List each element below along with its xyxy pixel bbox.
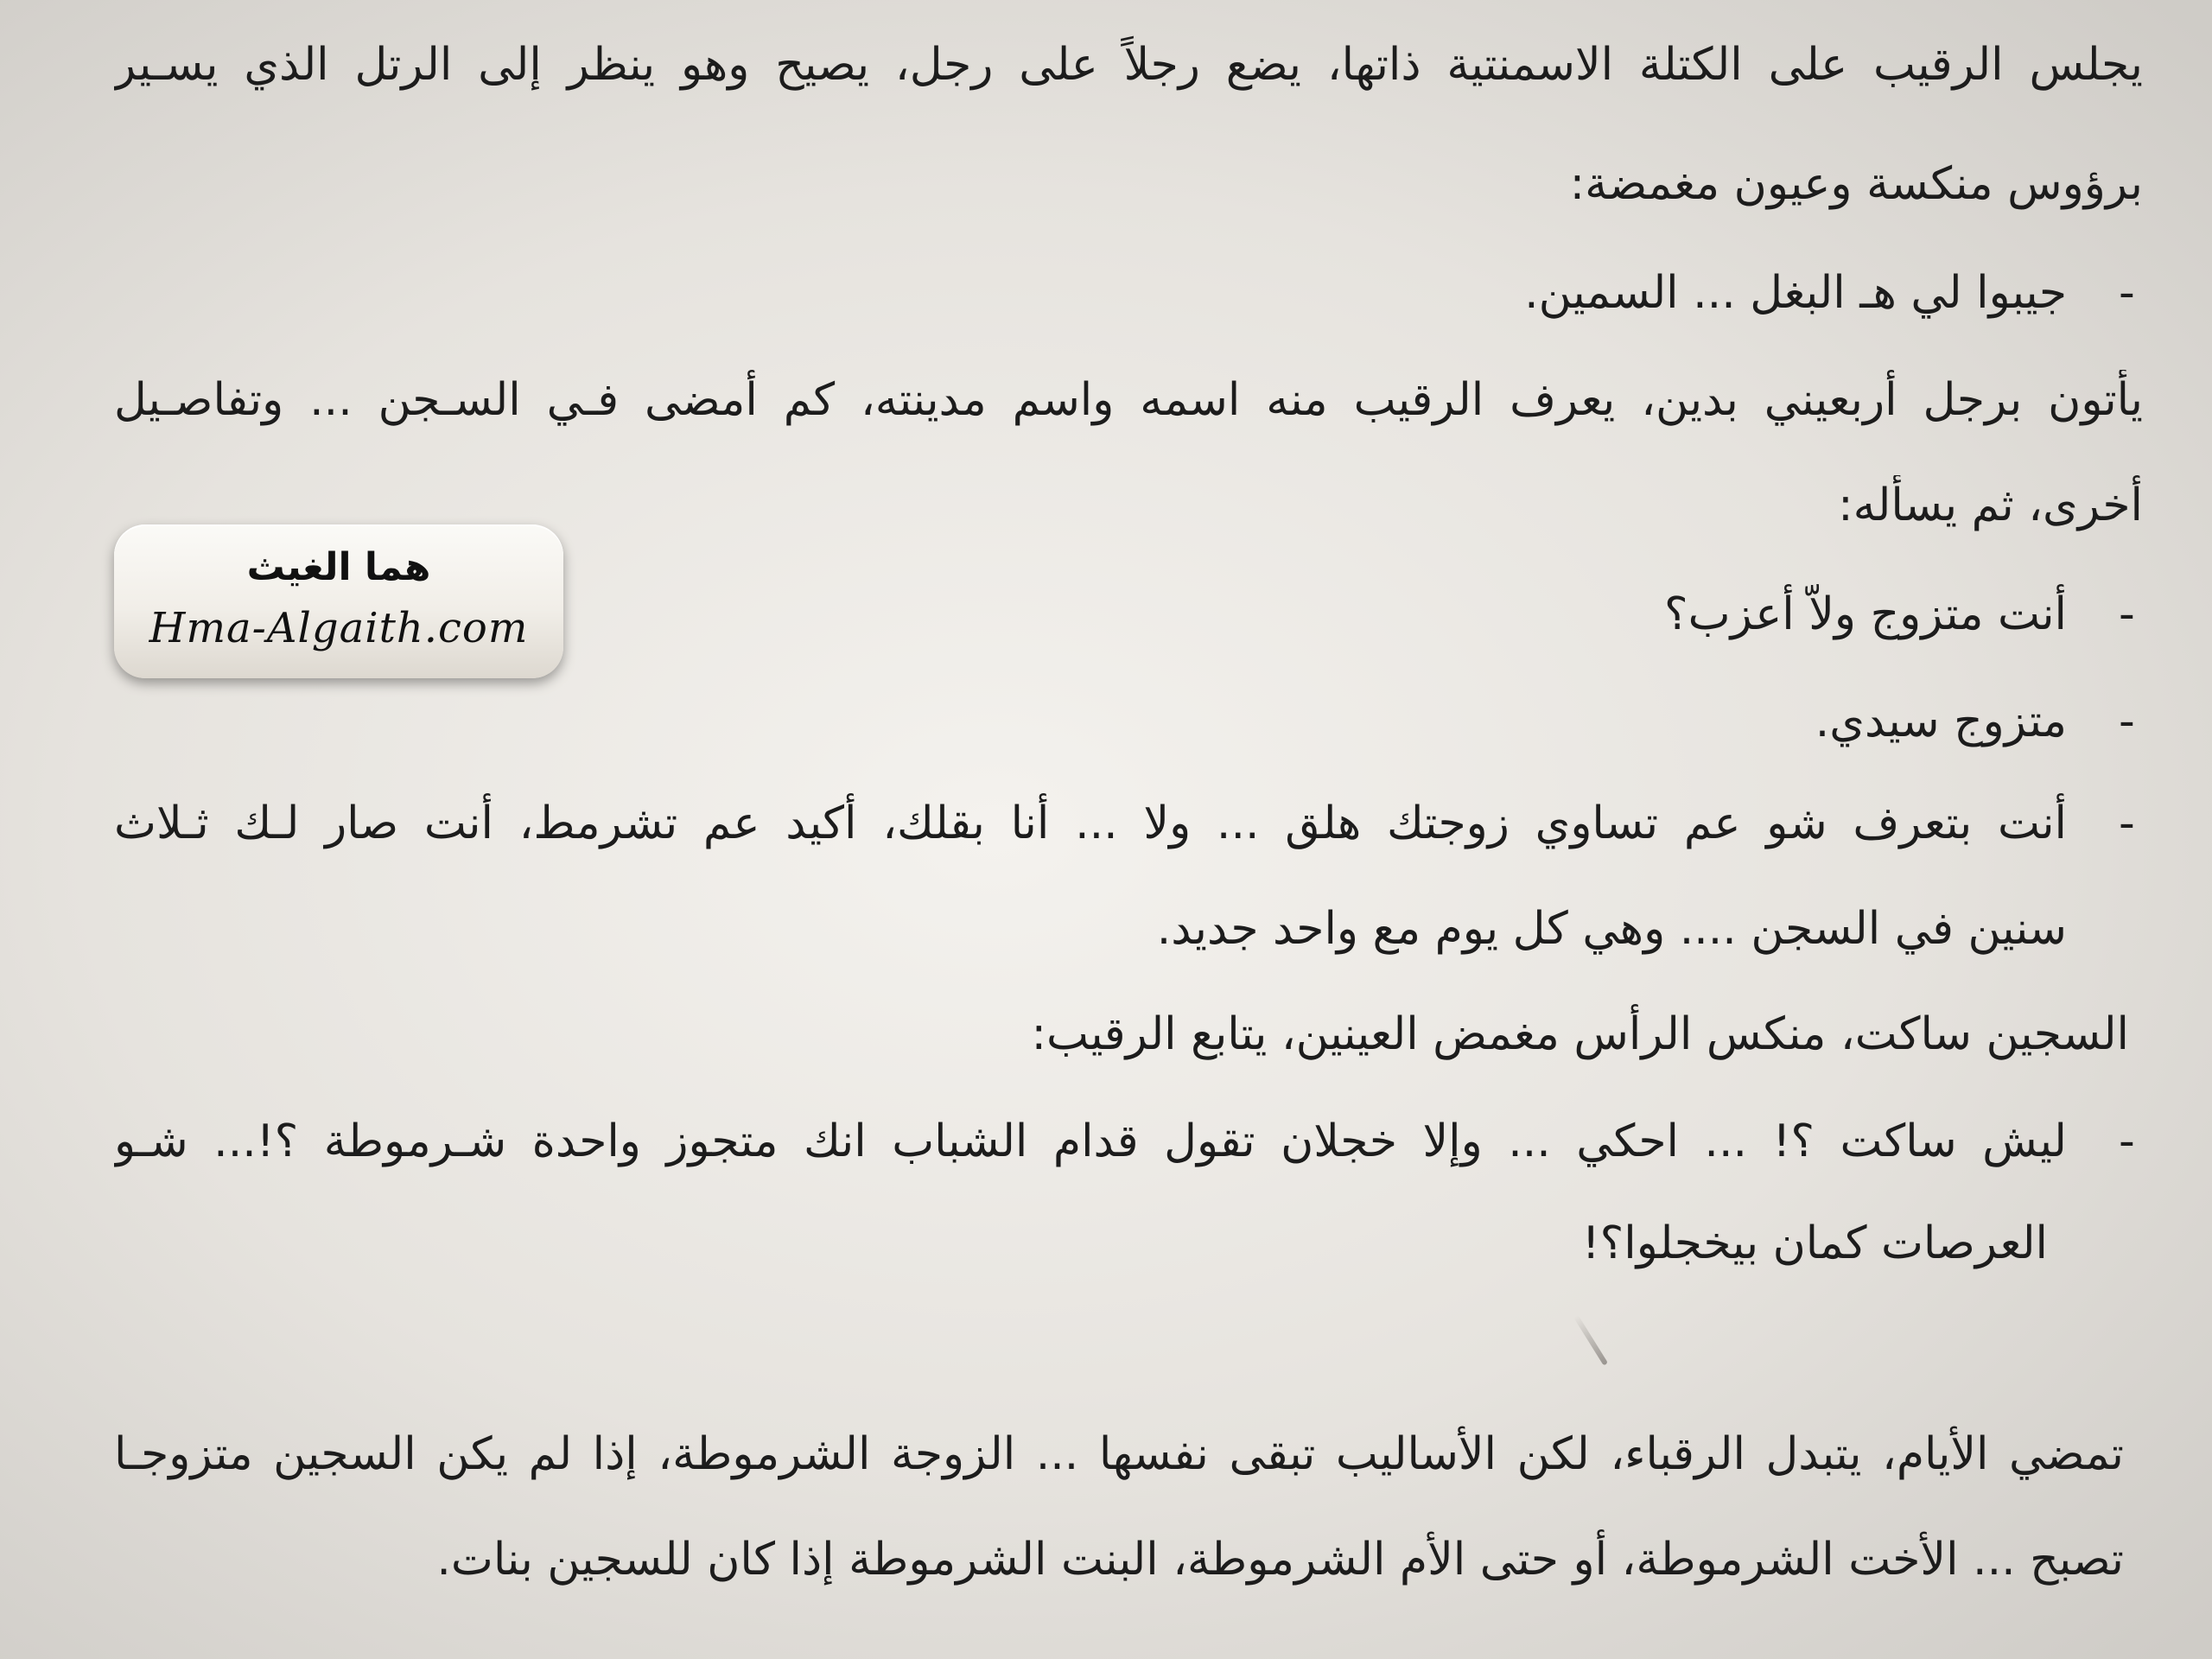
text-line-7: متزوج سيدي. — [1815, 696, 2067, 747]
text-line-1: يجلس الرقيب على الكتلة الاسمنتية ذاتها، يضع رجلاً على رجل، يصيح وهو ينظر إلى الرتل الذي يسـير — [114, 39, 2143, 91]
text-line-10: السجين ساكت، منكس الرأس مغمض العينين، يتابع الرقيب: — [1031, 1008, 2129, 1060]
watermark-badge — [114, 524, 563, 678]
dialogue-dash: - — [2119, 798, 2135, 849]
watermark-site-text: Hma-Algaith.com — [149, 604, 529, 652]
paper-mark — [1573, 1314, 1608, 1365]
dialogue-dash: - — [2119, 267, 2135, 319]
text-line-8: أنت بتعرف شو عم تساوي زوجتك هلق ... ولا ... أنا بقلك، أكيد عم تشرمط، أنت صار لـك ثـلاث — [114, 798, 2067, 849]
dialogue-dash: - — [2119, 1116, 2135, 1167]
text-line-14: تصبح ... الأخت الشرموطة، أو حتى الأم الشرموطة، البنت الشرموطة إذا كان للسجين بنات. — [436, 1534, 2124, 1586]
text-line-12: العرصات كمان بيخجلوا؟! — [1581, 1217, 2048, 1269]
watermark-arabic-text: هما الغيث — [246, 545, 431, 589]
text-line-11: ليش ساكت ؟! ... احكي ... وإلا خجلان تقول قدام الشباب انك متجوز واحدة شـرموطة ؟!... شـو — [114, 1116, 2067, 1167]
dialogue-dash: - — [2119, 588, 2135, 640]
text-line-3: جيبوا لي هـ البغل ... السمين. — [1524, 267, 2067, 319]
text-line-9: سنين في السجن .... وهي كل يوم مع واحد جديد. — [1156, 903, 2067, 955]
text-line-4: يأتون برجل أربعيني بدين، يعرف الرقيب منه اسمه واسم مدينته، كم أمضى فـي السـجن ... وتفاصـيل — [114, 374, 2143, 426]
text-line-2: برؤوس منكسة وعيون مغمضة: — [1569, 158, 2143, 210]
text-line-6: أنت متزوج ولاّ أعزب؟ — [1664, 588, 2067, 640]
dialogue-dash: - — [2119, 696, 2135, 747]
text-line-13: تمضي الأيام، يتبدل الرقباء، لكن الأساليب تبقى نفسها ... الزوجة الشرموطة، إذا لم يكن السجين متزوجـا — [114, 1428, 2124, 1480]
text-line-5: أخرى، ثم يسأله: — [1838, 480, 2143, 531]
